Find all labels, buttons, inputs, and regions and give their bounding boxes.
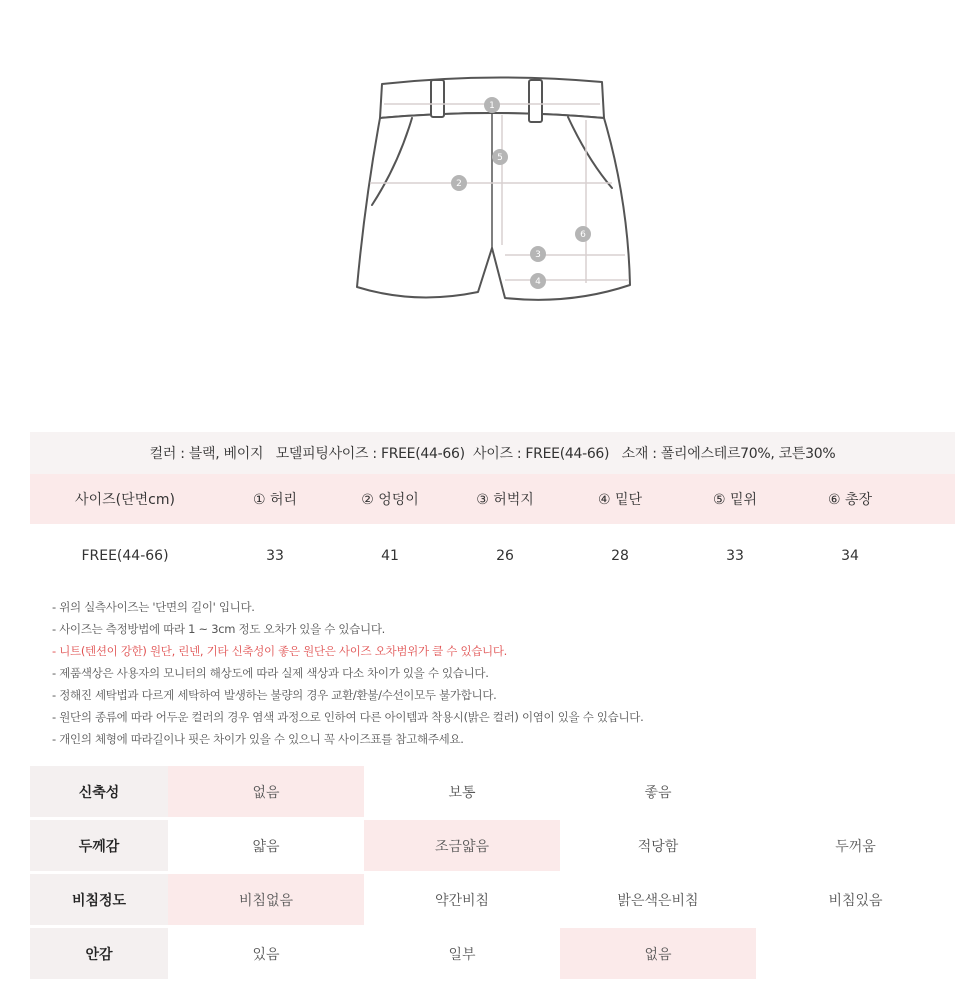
header-size: 사이즈(단면cm) — [75, 492, 175, 508]
header-rise: ⑤ 밑위 — [712, 492, 758, 508]
svg-text:5: 5 — [497, 153, 503, 163]
product-info-text: 컬러 : 블랙, 베이지 모델피팅사이즈 : FREE(44-66) 사이즈 : FREE(44-66) 소재 : 폴리에스테르70%, 코튼30% — [149, 446, 836, 462]
marker-4 — [530, 273, 546, 289]
attr-option: 적당함 — [637, 838, 679, 855]
attr-option: 얇음 — [252, 838, 280, 855]
header-hip: ② 엉덩이 — [361, 492, 419, 508]
shorts-diagram — [0, 0, 970, 420]
marker-1 — [484, 97, 500, 113]
note-item: - 정해진 세탁법과 다르게 세탁하여 발생하는 불량의 경우 교환/환불/수선이모두 불가합니다. — [52, 688, 497, 702]
attr-option: 두꺼움 — [835, 838, 876, 855]
attr-label: 비침정도 — [30, 874, 168, 925]
attr-option: 약간비침 — [434, 892, 490, 909]
note-item: - 제품색상은 사용자의 모니터의 해상도에 따라 실제 색상과 다소 차이가 있을 수 있습니다. — [52, 666, 489, 680]
attr-row-lining — [30, 928, 955, 979]
note-item: - 사이즈는 측정방법에 따라 1 ~ 3cm 정도 오차가 있을 수 있습니다. — [52, 622, 386, 636]
fabric-attributes-table — [30, 766, 955, 982]
notes-list — [52, 596, 932, 750]
header-waist: ① 허리 — [252, 492, 298, 508]
attr-option: 비침있음 — [828, 892, 883, 909]
row-hip: 41 — [381, 548, 399, 564]
attr-option: 밝은색은비침 — [617, 892, 699, 909]
attr-option: 일부 — [448, 946, 476, 963]
marker-2 — [451, 175, 467, 191]
svg-text:1: 1 — [489, 101, 495, 111]
attr-option: 있음 — [252, 946, 280, 963]
row-thigh: 26 — [496, 548, 514, 564]
attr-option: 보통 — [448, 784, 476, 801]
note-item: - 원단의 종류에 따라 어두운 컬러의 경우 염색 과정으로 인하여 다른 아이템과 착용시(밝은 컬러) 이염이 있을 수 있습니다. — [52, 710, 644, 724]
row-waist: 33 — [266, 548, 284, 564]
note-item: - 위의 실측사이즈는 '단면의 길이' 입니다. — [52, 600, 255, 614]
attr-label: 안감 — [30, 928, 168, 979]
row-length: 34 — [841, 548, 859, 564]
attr-option: 없음 — [560, 928, 756, 979]
attr-option: 없음 — [168, 766, 364, 817]
header-length: ⑥ 총장 — [827, 492, 873, 508]
product-info-line — [30, 432, 955, 474]
size-table-header — [30, 474, 955, 524]
svg-text:6: 6 — [580, 230, 586, 240]
note-item: - 개인의 체형에 따라길이나 핏은 차이가 있을 수 있으니 꼭 사이즈표를 참고해주세요. — [52, 732, 464, 746]
row-hem: 28 — [611, 548, 629, 564]
header-thigh: ③ 허벅지 — [476, 492, 534, 508]
marker-6 — [575, 226, 591, 242]
attr-option: 조금얇음 — [364, 820, 560, 871]
marker-3 — [530, 246, 546, 262]
attr-row-thickness — [30, 820, 955, 871]
attr-option: 비침없음 — [168, 874, 364, 925]
row-size: FREE(44-66) — [81, 548, 169, 564]
marker-5 — [492, 149, 508, 165]
attr-option: 좋음 — [644, 784, 672, 801]
attr-row-stretch — [30, 766, 955, 817]
header-hem: ④ 밑단 — [597, 492, 643, 508]
attr-row-sheerness — [30, 874, 955, 925]
attr-label: 신축성 — [30, 766, 168, 817]
size-table-row — [30, 530, 955, 582]
note-item-warning: - 니트(텐션이 강한) 원단, 린넨, 기타 신축성이 좋은 원단은 사이즈 오차범위가 클 수 있습니다. — [52, 644, 508, 658]
attr-label: 두께감 — [30, 820, 168, 871]
svg-text:2: 2 — [456, 179, 462, 189]
svg-text:3: 3 — [535, 250, 541, 260]
row-rise: 33 — [726, 548, 744, 564]
svg-text:4: 4 — [535, 277, 541, 287]
